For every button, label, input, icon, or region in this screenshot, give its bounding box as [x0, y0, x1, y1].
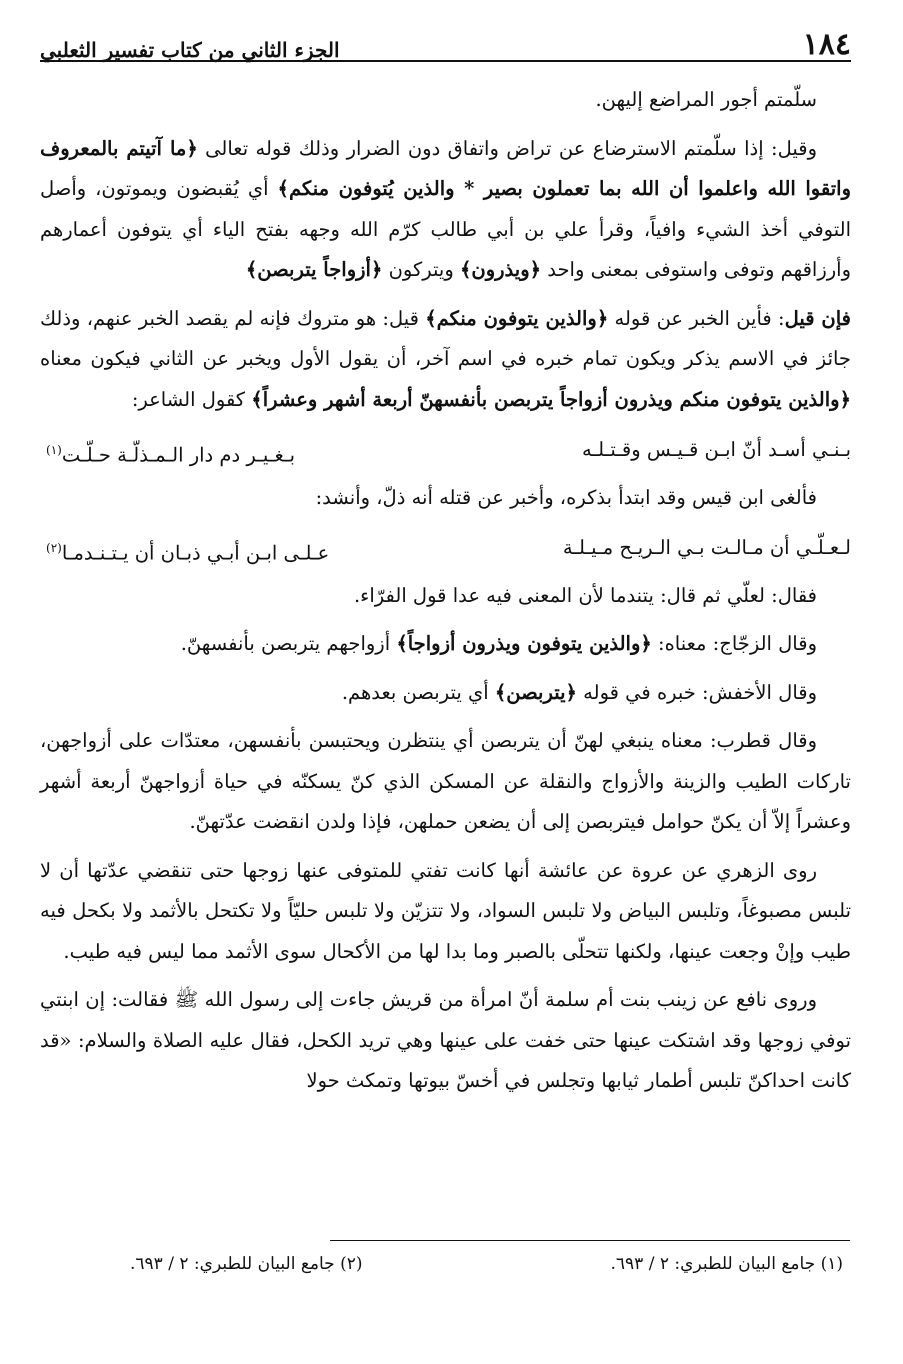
text-run: ويتركون: [382, 258, 460, 281]
quran-quote: ﴿ما آتيتم بالمعروف واتقوا الله واعلموا أن الله بما تعملون بصير * والذين يُتوفون منكم﴾: [40, 136, 851, 200]
paragraph-4: فألغى ابن قيس وقد ابتدأ بذكره، وأخبر عن قتله أنه ذلّ، وأنشد:: [315, 485, 817, 509]
text-run: وقيل: إذا سلّمتم الاسترضاع عن تراض واتفاق دون الضرار وذلك قوله تعالى: [197, 136, 817, 160]
footnote-ref: (٢): [46, 541, 62, 555]
quran-quote: ﴿والذين يتوفون منكم ويذرون أزواجاً يتربصن بأنفسهنّ أربعة أشهر وعشراً﴾: [251, 387, 851, 411]
text-run: كقول الشاعر:: [131, 387, 252, 411]
verse-first-hemistich: بـنـي أسـد أنّ ابـن قـيـس وقـتـلـه: [582, 438, 851, 461]
text-run: أي يتربصن بعدهم.: [341, 680, 495, 704]
quran-quote: ﴿ويذرون﴾: [459, 258, 542, 281]
text-run: قيل: هو متروك فإنه لم يقصد الخبر عنهم، وذلك جائز في الاسم يذكر ويكون تمام خبره في اسم آخر، أن يقول الأول ويخبر عن الثاني فيكون معناه: [40, 306, 851, 370]
paragraph-8: وقال قطرب: معناه ينبغي لهنّ أن يتربصن أي ينتظرن ويحتبسن بأنفسهن، معتدّات على أزواجهن، تاركات الطيب والزينة والأزواج والنقلة عن المسكن الذي كنّ يسكنّه في حياة أزواجهنّ أربعة أشهر وعشراً إلاّ أن يكنّ حوامل فيتربصن إلى أن يضعن حملهن، فإذا ولدن انقضت عدّتهنّ.: [40, 729, 851, 833]
verse-second-hemistich: [46, 428, 295, 478]
page-body: [40, 62, 851, 1102]
paragraph-7: [40, 673, 851, 714]
paragraph-10: وروى نافع عن زينب بنت أم سلمة أنّ امرأة من قريش جاءت إلى رسول الله ﷺ فقالت: إن ابنتي توفي زوجها وقد اشتكت عينها حتى خفت على عينها وهي تريد الكحل، فقال عليه الصلاة والسلام: «قد كانت احداكنّ تلبس أطمار ثيابها وتجلس في أخسّ بيوتها وتمكث حولا: [40, 988, 851, 1092]
poem-verse-1: [40, 428, 851, 478]
page-number: ١٨٤: [802, 27, 851, 62]
footnote-ref: (١): [46, 443, 62, 457]
text-run: وقال الزجّاج: معناه:: [651, 632, 817, 655]
text-run: وقال الأخفش: خبره في قوله: [576, 680, 817, 704]
quran-quote: ﴿أزواجاً يتربصن﴾: [245, 258, 383, 281]
verse-second-hemistich: [46, 526, 329, 576]
paragraph-1: سلّمتم أجور المراضع إليهن.: [595, 88, 817, 111]
text-run: أزواجهم يتربصن بأنفسهنّ.: [180, 632, 397, 655]
paragraph-3: [40, 299, 851, 421]
footnote-2: (٢) جامع البيان للطبري: ٢ / ٦٩٣.: [130, 1254, 363, 1274]
text-run: أي يُقبضون ويموتون، وأصل التوفي أخذ الشيء وافياً، وقرأ علي بن أبي طالب كرّم الله وجهه بفتح الياء أي يتوفون أعمارهم وأرزاقهم وتوفى واستوفى بمعنى واحد: [40, 177, 851, 281]
quran-quote: ﴿يتربصن﴾: [494, 680, 577, 704]
verse-first-hemistich: لـعـلّـي أن مـالـت بـي الـريـح مـيـلـة: [562, 536, 851, 559]
paragraph-6: [40, 624, 851, 665]
footnote-1: (١) جامع البيان للطبري: ٢ / ٦٩٣.: [610, 1254, 843, 1274]
paragraph-2: [40, 129, 851, 291]
page-header: [40, 0, 851, 62]
quran-quote: ﴿والذين يتوفون منكم﴾: [425, 306, 609, 330]
poem-verse-2: [40, 526, 851, 576]
verse-text: بـغـيـر دم دار الـمـذلّـة حـلّـت: [61, 443, 295, 467]
verse-text: عـلـى ابـن أبـي ذبـان أن يـتـنـدمـا: [61, 541, 330, 565]
paragraph-5: فقال: لعلّي ثم قال: يتندما لأن المعنى فيه عدا قول الفرّاء.: [353, 583, 817, 607]
question-lead: فإن قيل: [784, 306, 851, 330]
quran-quote: ﴿والذين يتوفون ويذرون أزواجاً﴾: [396, 632, 652, 655]
footnotes: [40, 1252, 851, 1276]
running-title: الجزء الثاني من كتاب تفسير الثعلبي: [40, 38, 340, 62]
paragraph-9: روى الزهري عن عروة عن عائشة أنها كانت تفتي للمتوفى عنها زوجها حتى تنقضي عدّتها أن لا تلبس مصبوغاً، وتلبس البياض ولا تلبس السواد، ولا تتزيّن ولا تلبس حليّاً ولا تكتحل بالأثمد ولا بكحل فيه طيب وإنْ وجعت عينها، ولكنها تتحلّى بالصبر وما بدا لها من الأكحال سوى الأثمد مما ليس فيه طيب.: [40, 858, 851, 963]
footnote-divider: [330, 1240, 850, 1241]
text-run: : فأين الخبر عن قوله: [608, 306, 785, 330]
